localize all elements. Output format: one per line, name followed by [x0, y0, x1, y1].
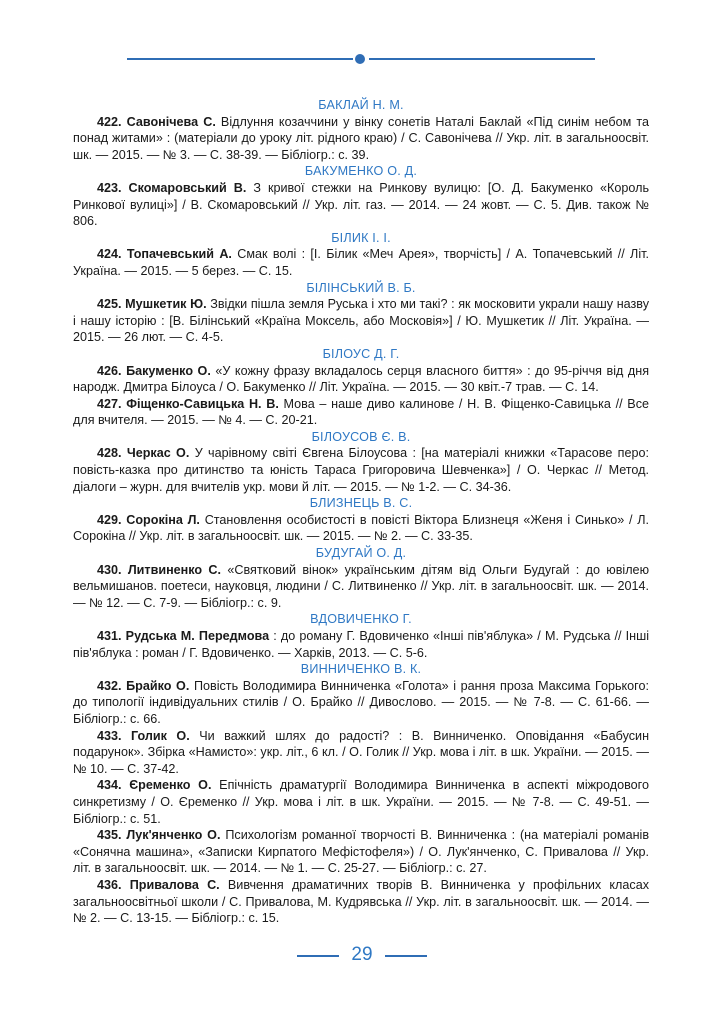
top-rule-right-line — [369, 58, 595, 60]
entry-number: 432. — [97, 678, 122, 693]
bibliography-entry — [73, 114, 649, 164]
bibliography-entry — [73, 512, 649, 545]
page-number: 29 — [351, 944, 373, 965]
top-rule-dot — [355, 54, 365, 64]
entry-number: 434. — [97, 778, 122, 793]
bibliography-entry — [73, 396, 649, 429]
entry-text: Повість Володимира Винниченка «Голота» і рання проза Максима Горького: до типології індивідуальних стилів / О. Брайко // Дивослово. — 2015. — № 7-8. — С. 61-66. — Бібліогр.: с. 66. — [73, 678, 649, 726]
entry-text: Смак волі : [І. Білик «Меч Арея», творчість] / А. Топачевський // Літ. Україна. — 2015. — 5 берез. — С. 15. — [73, 247, 649, 278]
bibliography-entry — [73, 628, 649, 661]
section-heading: БУДУГАЙ О. Д. — [315, 546, 407, 561]
entry-number: 435. — [97, 828, 122, 843]
entry-author: Бакуменко О. — [126, 363, 211, 378]
entry-author: Фіщенко-Савицька Н. В. — [126, 396, 279, 411]
section-heading: ВДОВИЧЕНКО Г. — [310, 612, 412, 627]
entry-author: Топачевський А. — [126, 247, 232, 262]
entry-text: Відлуння козаччини у вінку сонетів Наталі Баклай «Під синім небом та понад житами» : (матеріали до уроку літ. рідного краю) / С. Савонічева // Укр. літ. в загальноосвіт. шк. — 2015. — № 3. — С. 38-39. — Бібліогр.: с. 39. — [73, 114, 649, 162]
entry-number: 430. — [97, 562, 122, 577]
entry-author: Скомаровський В. — [128, 180, 247, 195]
entry-text: «У кожну фразу вкладалось серця власного биття» : до 95-річчя від дня народж. Дмитра Білоуса / О. Бакуменко // Літ. Україна. — 2015. — 30 квіт.-7 трав. — С. 14. — [73, 363, 650, 395]
entry-author: Савонічева С. — [126, 114, 216, 129]
entry-author: Рудська М. Передмова — [125, 629, 270, 643]
top-decorative-rule — [127, 57, 595, 61]
entry-text: Психологізм романної творчості В. Винниченка : (на матеріалі романів «Сонячна машина», «Записки Кирпатого Мефістофеля») / О. Лук'янченко, С. Привалова // Укр. літ. в загальноосвіт. шк. — 2014. — № 1. — С. 25-27. — Бібліогр.: с. 27. — [73, 828, 650, 876]
entry-number: 429. — [97, 512, 122, 527]
entry-number: 436. — [97, 877, 122, 892]
entry-text: Чи важкий шлях до радості? : В. Винниченко. Оповідання «Бабусин подарунок». Збірка «Намисто»: укр. літ., 6 кл. / О. Голик // Укр. мова і літ. в шк. України. — 2015. — № 10. — С. 37-42. — [73, 728, 650, 776]
entry-text: «Святковий вінок» українським дітям від Ольги Будугай : до ювілею вельмишанов. поетеси, науковця, людини / С. Литвиненко // Укр. літ. в загальноосвіт. шк. — 2014. — № 12. — С. 7-9. — Бібліогр.: с. 9. — [73, 562, 650, 610]
section-heading: БІЛІНСЬКИЙ В. Б. — [306, 280, 416, 295]
entry-author: Литвиненко С. — [127, 562, 222, 577]
bibliography-entry — [73, 180, 649, 230]
entry-author: Привалова С. — [129, 877, 220, 892]
bibliography-entry — [73, 562, 649, 612]
entry-number: 422. — [97, 114, 122, 129]
section-heading: БАКУМЕНКО О. Д. — [304, 164, 418, 179]
entry-author: Брайко О. — [126, 678, 190, 693]
section-heading: БЛИЗНЕЦЬ В. С. — [309, 496, 413, 511]
entry-author: Голик О. — [131, 728, 190, 743]
bibliography-entry — [73, 363, 649, 396]
entry-number: 427. — [97, 396, 122, 411]
section-heading: БІЛИК І. І. — [331, 230, 391, 245]
entry-number: 423. — [97, 180, 122, 195]
bibliography-content — [73, 97, 649, 927]
entry-text: Епічність драматургії Володимира Винниченка в аспекті міжродового синкретизму / О. Єременко // Укр. мова і літ. в шк. України. — 2015. — № 7-8. — С. 49-51. — Бібліогр.: с. 51. — [73, 778, 650, 826]
entry-number: 431. — [97, 629, 122, 643]
entry-text: : до роману Г. Вдовиченко «Інші пів'яблука» / М. Рудська // Інші пів'яблука : роман / Г. Вдовиченко. — Харків, 2013. — С. 5-6. — [73, 629, 650, 660]
entry-author: Лук'янченко О. — [126, 828, 221, 843]
bibliography-entry — [73, 728, 649, 778]
entry-text: З кривої стежки на Ринкову вулицю: [О. Д. Бакуменко «Король Ринкової вулиці»] / В. Скомаровський // Укр. літ. газ. — 2014. — 24 жовт. — С. 5. Див. також № 806. — [73, 180, 650, 229]
entry-number: 425. — [97, 297, 122, 312]
footer-rule-right — [385, 955, 427, 957]
section-heading: БІЛОУСОВ Є. В. — [311, 429, 411, 444]
top-rule-left-line — [127, 58, 353, 60]
entry-text: Вивчення драматичних творів В. Винниченка у профільних класах загальноосвітньої школи / С. Привалова, М. Кудрявська // Укр. літ. в загальноосвіт. шк. — 2014. — № 2. — С. 13-15. — Бібліогр.: с. 15. — [73, 877, 649, 926]
entry-author: Єременко О. — [129, 778, 212, 793]
bibliography-entry — [73, 877, 649, 927]
bibliography-entry — [73, 827, 649, 877]
bibliography-entry — [73, 296, 649, 346]
section-heading: БАКЛАЙ Н. М. — [318, 98, 404, 112]
bibliography-entry — [73, 777, 649, 827]
entry-text: Становлення особистості в повісті Віктора Близнеця «Женя і Синько» / Л. Сорокіна // Укр. літ. в загальноосвіт. шк. — 2015. — № 2. — С. 33-35. — [73, 512, 650, 544]
entry-author: Черкас О. — [126, 446, 190, 461]
entry-number: 433. — [97, 728, 122, 743]
entry-author: Мушкетик Ю. — [125, 297, 207, 312]
entry-number: 424. — [97, 247, 122, 262]
section-heading: БІЛОУС Д. Г. — [322, 346, 400, 361]
bibliography-entry — [73, 445, 649, 495]
entry-number: 428. — [97, 446, 122, 461]
entry-author: Сорокіна Л. — [126, 512, 200, 527]
section-heading: ВИННИЧЕНКО В. К. — [300, 662, 422, 677]
bibliography-entry — [73, 246, 649, 279]
page-footer — [297, 944, 427, 966]
entry-text: У чарівному світі Євгена Білоусова : [на матеріалі книжки «Тарасове перо: повість-казка про дитинство та юність Тараса Григоровича Шевченка»] / О. Черкас // Метод. діалоги – журн. для вчителів укр. мови й літ. — 2015. — № 1-2. — С. 34-36. — [73, 446, 650, 494]
entry-text: Звідки пішла земля Руська і хто ми такі? : як московити украли нашу назву і нашу історію : [В. Білінський «Країна Моксель, або Московія»] / Ю. Мушкетик // Літ. Україна. — 2015. — 26 лют. — С. 4-5. — [73, 297, 650, 345]
entry-text: Мова – наше диво калинове / Н. В. Фіщенко-Савицька // Все для вчителя. — 2015. — № 4. — С. 20-21. — [73, 396, 650, 428]
entry-number: 426. — [97, 363, 122, 378]
bibliography-entry — [73, 678, 649, 728]
